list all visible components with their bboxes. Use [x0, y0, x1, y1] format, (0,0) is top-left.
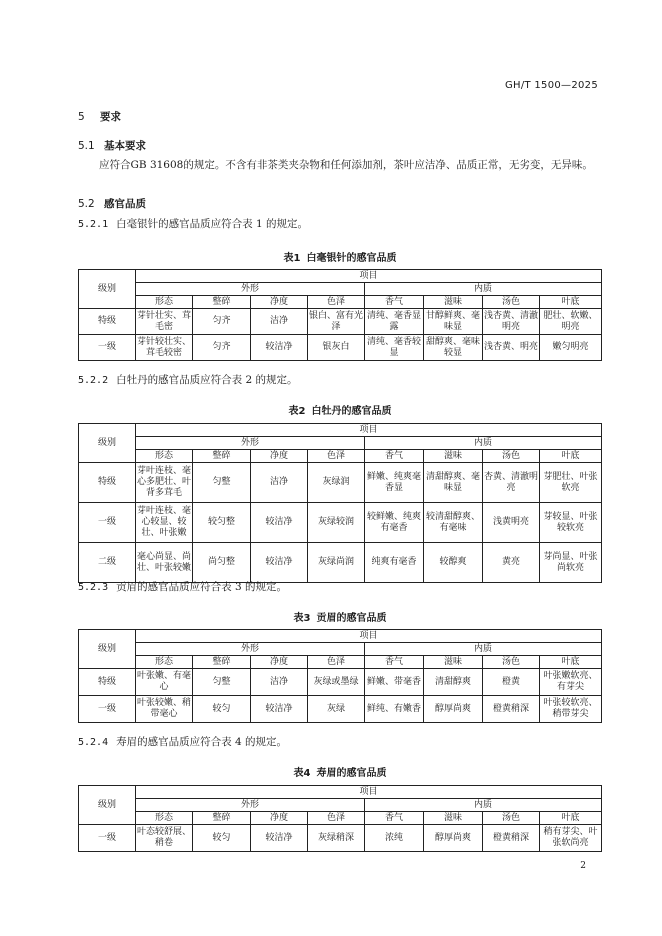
table-baihao-yinzhen	[78, 269, 602, 361]
quality-cell: 稍有芽尖、叶张软尚亮	[540, 825, 602, 852]
factor-header: 叶底	[540, 656, 602, 669]
factor-header: 净度	[251, 656, 308, 669]
factor-header: 香气	[365, 812, 424, 825]
quality-cell: 芽针较壮实、茸毛较密	[136, 335, 193, 361]
grade-cell: 一级	[79, 503, 136, 543]
table-1-caption	[78, 249, 602, 264]
table-number: 表3	[293, 613, 311, 624]
table-number: 表4	[293, 768, 311, 779]
factor-header: 滋味	[424, 656, 483, 669]
grade-header: 级别	[79, 270, 136, 309]
quality-cell: 清甜醇爽、毫味显	[424, 463, 483, 503]
quality-cell: 洁净	[251, 463, 308, 503]
appearance-header: 外形	[136, 283, 365, 296]
grade-cell: 一级	[79, 696, 136, 723]
quality-cell: 匀整	[193, 463, 251, 503]
table-gongmei	[78, 629, 602, 723]
section-title: 要求	[100, 111, 121, 123]
table-title: 白毫银针的感官品质	[306, 253, 397, 264]
appearance-header: 外形	[136, 437, 365, 450]
factor-header: 净度	[251, 450, 308, 463]
quality-cell: 洁净	[251, 309, 308, 335]
quality-cell: 较清甜醇爽、有毫味	[424, 503, 483, 543]
grade-cell: 二级	[79, 543, 136, 583]
factor-header: 形态	[136, 656, 193, 669]
quality-cell: 灰绿	[308, 696, 365, 723]
table-title: 白牡丹的感官品质	[311, 406, 392, 417]
quality-cell: 清纯、毫香显露	[365, 309, 424, 335]
factor-header: 香气	[365, 450, 424, 463]
standard-number: GH/T 1500—2025	[504, 80, 598, 91]
quality-cell: 较匀	[193, 825, 251, 852]
appearance-header: 外形	[136, 799, 365, 812]
table-row	[79, 825, 602, 852]
item-header: 项目	[136, 270, 602, 283]
quality-cell: 鲜嫩、带毫香	[365, 669, 424, 696]
quality-cell: 橙黄稍深	[483, 825, 540, 852]
quality-cell: 芽针壮实、茸毛密	[136, 309, 193, 335]
quality-cell: 叶张较软亮、稍带芽尖	[540, 696, 602, 723]
factor-header: 整碎	[193, 450, 251, 463]
factor-header: 叶底	[540, 450, 602, 463]
quality-cell: 叶张嫩软亮、有芽尖	[540, 669, 602, 696]
table-title: 贡眉的感官品质	[316, 613, 387, 624]
table-row	[79, 669, 602, 696]
clause-5-2-4	[78, 734, 287, 749]
quality-cell: 较洁净	[251, 825, 308, 852]
quality-cell: 匀整	[193, 669, 251, 696]
table-row	[79, 503, 602, 543]
item-header: 项目	[136, 786, 602, 799]
table-4-caption	[78, 764, 602, 779]
quality-cell: 尚匀整	[193, 543, 251, 583]
quality-cell: 浅杏黄、明亮	[483, 335, 540, 361]
clause-number: 5.2.1	[78, 219, 109, 230]
factor-header: 色泽	[308, 296, 365, 309]
table-row	[79, 335, 602, 361]
quality-cell: 灰绿润	[308, 463, 365, 503]
section-5-heading	[78, 109, 121, 124]
grade-header: 级别	[79, 424, 136, 463]
factor-header: 滋味	[424, 450, 483, 463]
quality-cell: 清甜醇爽	[424, 669, 483, 696]
quality-cell: 嫩匀明亮	[540, 335, 602, 361]
quality-cell: 较洁净	[251, 503, 308, 543]
clause-number: 5.2.3	[78, 582, 109, 593]
quality-cell: 甘醇鲜爽、毫味显	[424, 309, 483, 335]
factor-header: 形态	[136, 450, 193, 463]
factor-header: 色泽	[308, 656, 365, 669]
quality-cell: 甜醇爽、毫味较显	[424, 335, 483, 361]
factor-header: 形态	[136, 812, 193, 825]
table-shoumei	[78, 785, 602, 852]
clause-number: 5.2.4	[78, 737, 109, 748]
appearance-header: 外形	[136, 643, 365, 656]
quality-cell: 肥壮、软嫩、明亮	[540, 309, 602, 335]
quality-cell: 黄亮	[483, 543, 540, 583]
quality-cell: 洁净	[251, 669, 308, 696]
quality-cell: 醇厚尚爽	[424, 825, 483, 852]
quality-cell: 芽尚显、叶张尚软亮	[540, 543, 602, 583]
quality-cell: 芽叶连枝、毫心较显、较壮、叶张嫩	[136, 503, 193, 543]
section-5-2-heading	[78, 196, 146, 211]
quality-cell: 芽肥壮、叶张软亮	[540, 463, 602, 503]
section-number: 5.2	[78, 198, 95, 210]
table-row	[79, 309, 602, 335]
item-header: 项目	[136, 424, 602, 437]
quality-cell: 灰绿或墨绿	[308, 669, 365, 696]
item-header: 项目	[136, 630, 602, 643]
factor-header: 滋味	[424, 296, 483, 309]
inner-quality-header: 内质	[365, 799, 602, 812]
factor-header: 叶底	[540, 812, 602, 825]
quality-cell: 灰绿较润	[308, 503, 365, 543]
clause-number: 5.2.2	[78, 375, 109, 386]
clause-5-2-2	[78, 372, 297, 387]
quality-cell: 毫心尚显、尚壮、叶张较嫩	[136, 543, 193, 583]
quality-cell: 杏黄、清澈明亮	[483, 463, 540, 503]
grade-cell: 一级	[79, 825, 136, 852]
quality-cell: 芽较显、叶张较软亮	[540, 503, 602, 543]
quality-cell: 叶张嫩、有毫心	[136, 669, 193, 696]
quality-cell: 较洁净	[251, 696, 308, 723]
inner-quality-header: 内质	[365, 437, 602, 450]
grade-cell: 特级	[79, 669, 136, 696]
quality-cell: 银灰白	[308, 335, 365, 361]
factor-header: 色泽	[308, 812, 365, 825]
quality-cell: 较洁净	[251, 543, 308, 583]
inner-quality-header: 内质	[365, 283, 602, 296]
quality-cell: 鲜纯、有嫩香	[365, 696, 424, 723]
quality-cell: 鲜嫩、纯爽毫香显	[365, 463, 424, 503]
clause-text: 白牡丹的感官品质应符合表 2 的规定。	[116, 374, 298, 386]
quality-cell: 醇厚尚爽	[424, 696, 483, 723]
quality-cell: 银白、富有光泽	[308, 309, 365, 335]
quality-cell: 纯爽有毫香	[365, 543, 424, 583]
table-row	[79, 543, 602, 583]
section-title: 感官品质	[104, 198, 146, 210]
factor-header: 汤色	[483, 656, 540, 669]
factor-header: 汤色	[483, 450, 540, 463]
factor-header: 整碎	[193, 656, 251, 669]
table-bai-mudan	[78, 423, 602, 583]
grade-header: 级别	[79, 786, 136, 825]
clause-5-2-3	[78, 579, 287, 594]
table-number: 表1	[283, 253, 301, 264]
grade-cell: 特级	[79, 463, 136, 503]
section-number: 5	[78, 111, 85, 123]
table-row	[79, 463, 602, 503]
quality-cell: 较洁净	[251, 335, 308, 361]
quality-cell: 橙黄	[483, 669, 540, 696]
quality-cell: 较醇爽	[424, 543, 483, 583]
factor-header: 汤色	[483, 812, 540, 825]
section-number: 5.1	[78, 140, 95, 152]
quality-cell: 浅黄明亮	[483, 503, 540, 543]
quality-cell: 灰绿稍深	[308, 825, 365, 852]
grade-cell: 一级	[79, 335, 136, 361]
grade-cell: 特级	[79, 309, 136, 335]
grade-header: 级别	[79, 630, 136, 669]
section-title: 基本要求	[104, 140, 146, 152]
factor-header: 整碎	[193, 296, 251, 309]
factor-header: 香气	[365, 296, 424, 309]
inner-quality-header: 内质	[365, 643, 602, 656]
clause-5-2-1	[78, 216, 308, 231]
quality-cell: 灰绿尚润	[308, 543, 365, 583]
table-3-caption	[78, 609, 602, 624]
factor-header: 香气	[365, 656, 424, 669]
factor-header: 滋味	[424, 812, 483, 825]
basic-requirements-paragraph: 应符合GB 31608的规定。不含有非茶类夹杂物和任何添加剂，茶叶应洁净、品质正常，无劣变，无异味。	[99, 159, 593, 171]
quality-cell: 叶张较嫩、稍带毫心	[136, 696, 193, 723]
table-2-caption	[78, 402, 602, 417]
factor-header: 整碎	[193, 812, 251, 825]
factor-header: 净度	[251, 296, 308, 309]
table-row	[79, 696, 602, 723]
factor-header: 汤色	[483, 296, 540, 309]
section-5-1-heading	[78, 138, 146, 153]
factor-header: 色泽	[308, 450, 365, 463]
quality-cell: 橙黄稍深	[483, 696, 540, 723]
clause-text: 贡眉的感官品质应符合表 3 的规定。	[116, 581, 287, 593]
factor-header: 形态	[136, 296, 193, 309]
quality-cell: 清纯、毫香较显	[365, 335, 424, 361]
quality-cell: 匀齐	[193, 335, 251, 361]
quality-cell: 较匀整	[193, 503, 251, 543]
table-title: 寿眉的感官品质	[316, 768, 387, 779]
clause-text: 白毫银针的感官品质应符合表 1 的规定。	[116, 218, 308, 230]
factor-header: 净度	[251, 812, 308, 825]
quality-cell: 浅杏黄、清澈明亮	[483, 309, 540, 335]
page-number: 2	[580, 861, 586, 871]
factor-header: 叶底	[540, 296, 602, 309]
quality-cell: 匀齐	[193, 309, 251, 335]
clause-text: 寿眉的感官品质应符合表 4 的规定。	[116, 736, 287, 748]
quality-cell: 叶态较舒展、稍卷	[136, 825, 193, 852]
quality-cell: 芽叶连枝、毫心多肥壮、叶背多茸毛	[136, 463, 193, 503]
table-number: 表2	[288, 406, 306, 417]
quality-cell: 浓纯	[365, 825, 424, 852]
quality-cell: 较鲜嫩、纯爽有毫香	[365, 503, 424, 543]
quality-cell: 较匀	[193, 696, 251, 723]
